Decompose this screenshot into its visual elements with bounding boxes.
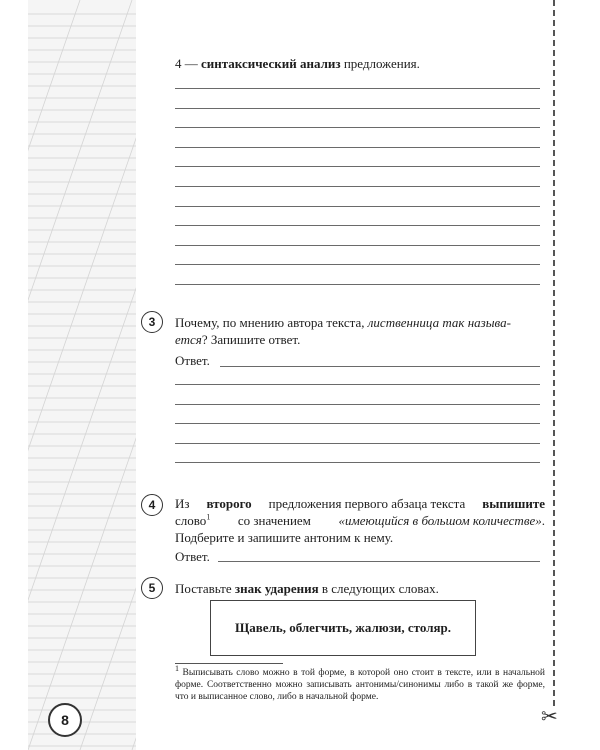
answer-line[interactable] (175, 127, 540, 128)
q4-bold-word-2: выпишите (482, 496, 545, 511)
answer-line[interactable] (175, 186, 540, 187)
q4-word-slovo: слово (175, 513, 207, 528)
q3-text-part: Почему, по мнению автора текста, (175, 315, 368, 330)
answer-line[interactable] (175, 225, 540, 226)
q4-period: . (541, 513, 545, 528)
answer-line[interactable] (175, 108, 540, 109)
footnote-rule (175, 663, 283, 664)
q4-italic-meaning: «имеющийся в большом количестве» (338, 513, 542, 528)
item-suffix: предложения. (340, 56, 420, 71)
q4-line-2 (175, 512, 545, 529)
q3-text-italic-2: ется (175, 332, 202, 347)
page-number: 8 (48, 703, 82, 737)
q4-text-part-2: со значением (237, 513, 311, 528)
q3-text-part-2: ? Запишите ответ. (201, 332, 301, 347)
cut-line (553, 0, 555, 706)
answer-line[interactable] (175, 404, 540, 405)
answer-line[interactable] (175, 264, 540, 265)
q3-text-italic: лиственница так называ- (367, 315, 511, 330)
q4-word: Из (175, 496, 190, 511)
item-prefix: 4 — (175, 56, 201, 71)
q5-text-part-2: в следующих словах. (318, 581, 439, 596)
question-4-text (175, 495, 545, 546)
footnote-text: Выписывать слово можно в той форме, в которой оно стоит в тексте, или в начальной форме. Соответственно можно записывать антонимы/синонимы либо в такой же форме, что и выписанное слово, либо в начальной форме. (175, 668, 545, 702)
question-3-answer-label: Ответ. (175, 353, 210, 368)
q4-line-1 (175, 495, 545, 512)
footnote (175, 663, 545, 703)
q4-line-3: Подберите и запишите антоним к нему. (175, 530, 394, 545)
answer-line[interactable] (175, 147, 540, 148)
answer-line[interactable] (175, 284, 540, 285)
q5-text-part: Поставьте (175, 581, 235, 596)
strip-background (28, 0, 136, 750)
answer-line[interactable] (175, 443, 540, 444)
question-3-text (175, 314, 511, 348)
question-5-number: 5 (141, 577, 163, 599)
answer-line[interactable] (175, 206, 540, 207)
stress-words: Щавель, облегчить, жалюзи, столяр. (234, 620, 452, 635)
q4-text-part: предложения первого абзаца текста (268, 496, 466, 511)
question-4-number: 4 (141, 494, 163, 516)
question-4-answer-field[interactable] (218, 561, 540, 562)
question-3-number: 3 (141, 311, 163, 333)
answer-line[interactable] (175, 88, 540, 89)
question-5-text (175, 580, 439, 597)
answer-line[interactable] (175, 245, 540, 246)
q5-bold-term: знак ударения (234, 581, 319, 596)
item-term: синтаксический анализ (201, 56, 341, 71)
question-4-answer-label: Ответ. (175, 549, 210, 564)
task-item-syntax-analysis (175, 55, 420, 72)
handwriting-practice-strip (28, 0, 136, 750)
footnote-ref: 1 (206, 512, 211, 522)
stress-words-box (210, 600, 476, 656)
q4-bold-word: второго (206, 496, 252, 511)
question-3-answer-field[interactable] (220, 366, 540, 367)
answer-line[interactable] (175, 384, 540, 385)
scissors-icon: ✂ (541, 704, 558, 728)
footnote-mark: 1 (175, 663, 179, 673)
answer-line[interactable] (175, 423, 540, 424)
answer-line[interactable] (175, 462, 540, 463)
answer-line[interactable] (175, 166, 540, 167)
